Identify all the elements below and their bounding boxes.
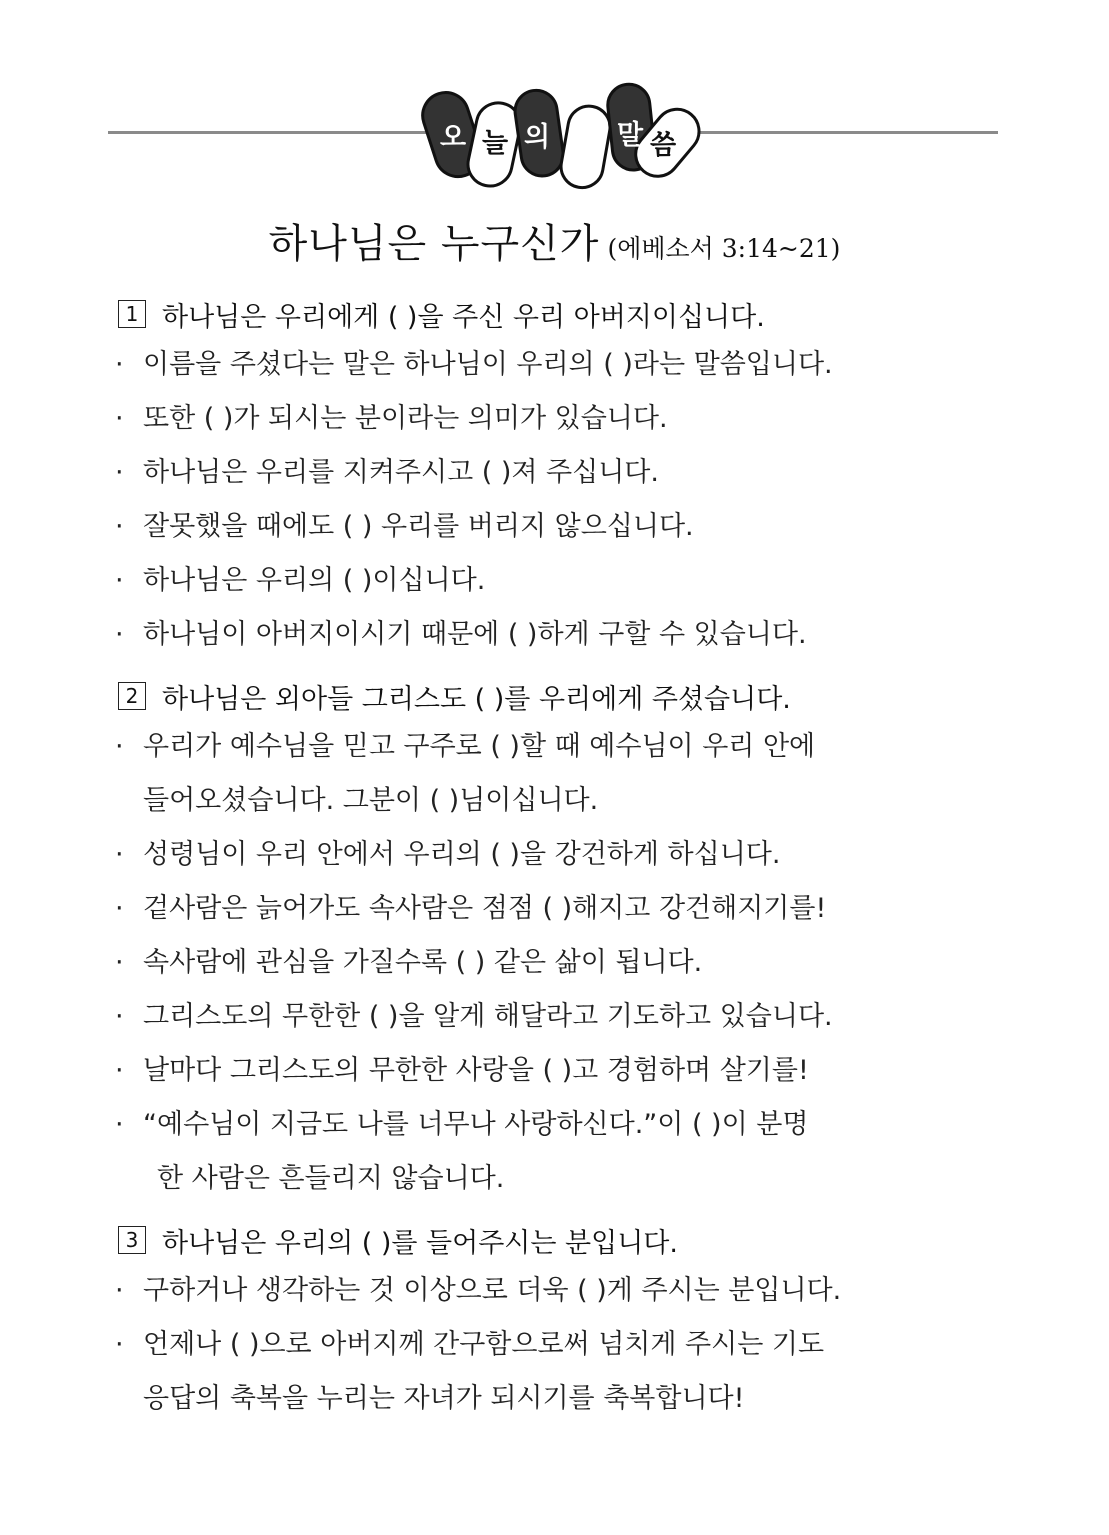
list-item: · 속사람에 관심을 가질수록 ( ) 같은 삶이 됩니다. xyxy=(115,936,1005,990)
list-item-text: 속사람에 관심을 가질수록 ( ) 같은 삶이 됩니다. xyxy=(143,947,703,978)
list-item-text: 겉사람은 늙어가도 속사람은 점점 ( )해지고 강건해지기를! xyxy=(143,893,827,924)
list-item: · 하나님은 우리를 지켜주시고 ( )져 주십니다. xyxy=(115,446,1005,500)
sermon-outline xyxy=(115,290,1005,1436)
list-item-text: 하나님은 우리의 ( )이십니다. xyxy=(143,565,486,596)
list-item-continuation: 한 사람은 흔들리지 않습니다. xyxy=(157,1163,505,1194)
title-scripture-ref: (에베소서 3:14~21) xyxy=(607,234,841,263)
section-heading xyxy=(115,1216,1005,1264)
list-item-text: 하나님이 아버지이시기 때문에 ( )하게 구할 수 있습니다. xyxy=(143,619,807,650)
banner-char-6: 씀 xyxy=(650,130,677,161)
list-item: · 구하거나 생각하는 것 이상으로 더욱 ( )게 주시는 분입니다. xyxy=(115,1264,1005,1318)
section-1 xyxy=(115,290,1005,662)
section-2 xyxy=(115,672,1005,1206)
list-item: · 하나님은 우리의 ( )이십니다. xyxy=(115,554,1005,608)
section-number: 2 xyxy=(118,682,146,710)
section-3 xyxy=(115,1216,1005,1426)
banner-char-1: 오 xyxy=(440,122,467,153)
list-item: · 그리스도의 무한한 ( )을 알게 해달라고 기도하고 있습니다. xyxy=(115,990,1005,1044)
list-item-text: 잘못했을 때에도 ( ) 우리를 버리지 않으십니다. xyxy=(143,511,694,542)
section-heading xyxy=(115,290,1005,338)
list-item-continuation: 들어오셨습니다. 그분이 ( )님이십니다. xyxy=(143,785,599,816)
list-item: · “예수님이 지금도 나를 너무나 사랑하신다.”이 ( )이 분명 xyxy=(115,1098,1005,1152)
section-heading xyxy=(115,672,1005,720)
list-item: · 겉사람은 늙어가도 속사람은 점점 ( )해지고 강건해지기를! xyxy=(115,882,1005,936)
header-rule-right xyxy=(695,131,998,134)
list-item: · 우리가 예수님을 믿고 구주로 ( )할 때 예수님이 우리 안에 xyxy=(115,720,1005,774)
todays-word-banner xyxy=(410,80,710,190)
banner-char-5: 말 xyxy=(617,120,644,151)
list-item-text: 성령님이 우리 안에서 우리의 ( )을 강건하게 하십니다. xyxy=(143,839,781,870)
list-item-text: 구하거나 생각하는 것 이상으로 더욱 ( )게 주시는 분입니다. xyxy=(143,1275,842,1306)
list-item-text: 언제나 ( )으로 아버지께 간구함으로써 넘치게 주시는 기도 xyxy=(143,1329,825,1360)
section-number: 1 xyxy=(118,300,146,328)
list-item: · 잘못했을 때에도 ( ) 우리를 버리지 않으십니다. xyxy=(115,500,1005,554)
list-item-continuation: 응답의 축복을 누리는 자녀가 되시기를 축복합니다! xyxy=(143,1383,745,1414)
list-item-text: 또한 ( )가 되시는 분이라는 의미가 있습니다. xyxy=(143,403,668,434)
header-banner xyxy=(0,0,1109,200)
section-heading-text: 하나님은 우리에게 ( )을 주신 우리 아버지이십니다. xyxy=(162,301,765,333)
list-item-text: 우리가 예수님을 믿고 구주로 ( )할 때 예수님이 우리 안에 xyxy=(143,731,816,762)
list-item-text: 그리스도의 무한한 ( )을 알게 해달라고 기도하고 있습니다. xyxy=(143,1001,833,1032)
list-item-text: 날마다 그리스도의 무한한 사랑을 ( )고 경험하며 살기를! xyxy=(143,1055,809,1086)
list-item: · 또한 ( )가 되시는 분이라는 의미가 있습니다. xyxy=(115,392,1005,446)
list-item-text: 하나님은 우리를 지켜주시고 ( )져 주십니다. xyxy=(143,457,659,488)
list-item-text: 이름을 주셨다는 말은 하나님이 우리의 ( )라는 말씀입니다. xyxy=(143,349,833,380)
list-item: · 날마다 그리스도의 무한한 사랑을 ( )고 경험하며 살기를! xyxy=(115,1044,1005,1098)
list-item: · 하나님이 아버지이시기 때문에 ( )하게 구할 수 있습니다. xyxy=(115,608,1005,662)
banner-char-2: 늘 xyxy=(482,128,509,159)
header-rule-left xyxy=(108,131,428,134)
list-item-text: “예수님이 지금도 나를 너무나 사랑하신다.”이 ( )이 분명 xyxy=(143,1109,809,1140)
section-heading-text: 하나님은 외아들 그리스도 ( )를 우리에게 주셨습니다. xyxy=(162,683,791,715)
list-item: · 언제나 ( )으로 아버지께 간구함으로써 넘치게 주시는 기도 xyxy=(115,1318,1005,1372)
section-heading-text: 하나님은 우리의 ( )를 들어주시는 분입니다. xyxy=(162,1227,678,1259)
title-main: 하나님은 누구신가 xyxy=(268,221,600,267)
banner-char-3: 의 xyxy=(524,122,551,153)
list-item: · 이름을 주셨다는 말은 하나님이 우리의 ( )라는 말씀입니다. xyxy=(115,338,1005,392)
sermon-title xyxy=(0,212,1109,269)
section-number: 3 xyxy=(118,1226,146,1254)
list-item: · 성령님이 우리 안에서 우리의 ( )을 강건하게 하십니다. xyxy=(115,828,1005,882)
